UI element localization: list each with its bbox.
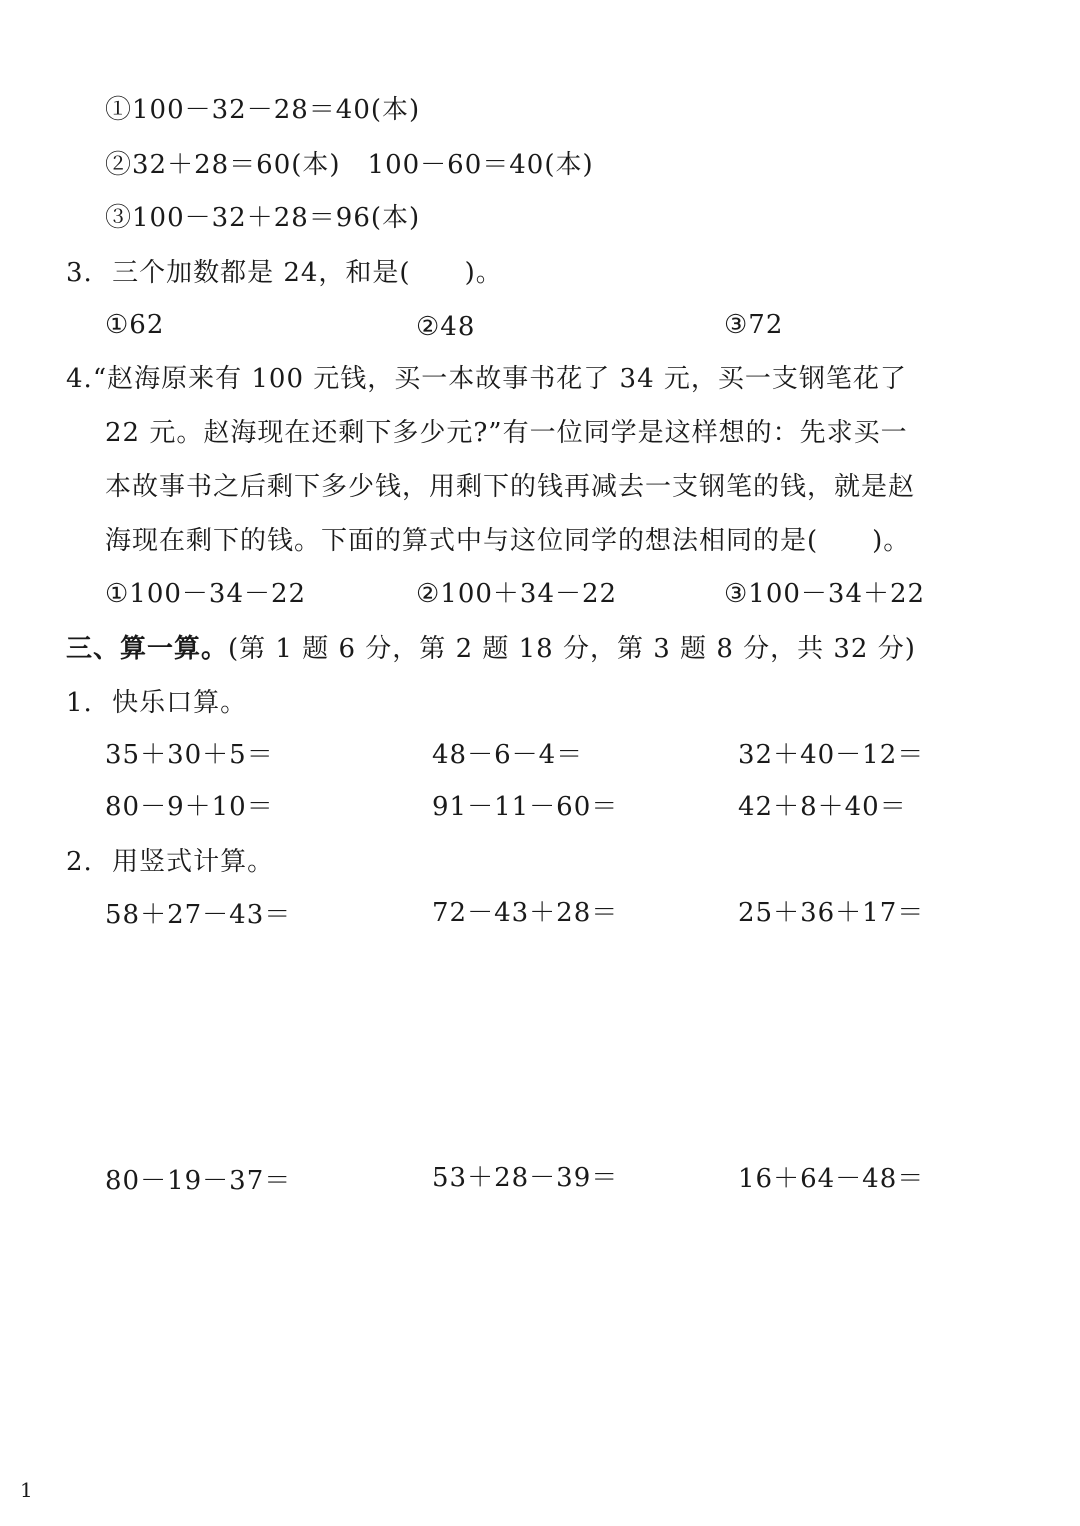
sub1-heading: [66, 686, 247, 720]
q4-number: 4.: [66, 364, 93, 394]
sub2-heading: [66, 845, 274, 879]
q4-line-4: 海现在剩下的钱。下面的算式中与这位同学的想法相同的是( )。: [105, 526, 911, 556]
q4-option-2: ②100＋34－22: [416, 579, 618, 609]
q3-number: 3.: [66, 258, 93, 288]
vertical-calc-3: 25＋36＋17＝: [738, 898, 925, 928]
q3-text: 三个加数都是 24，和是( )。: [112, 258, 503, 288]
q3-option-2: ②48: [416, 312, 476, 342]
q4-line-2: 22 元。赵海现在还剩下多少元?”有一位同学是这样想的：先求买一: [105, 418, 908, 448]
q3-question: [66, 256, 503, 290]
oral-calc-3: 32＋40－12＝: [738, 740, 925, 770]
sub1-number: 1.: [66, 688, 93, 718]
vertical-calc-4: 80－19－37＝: [105, 1166, 292, 1196]
oral-calc-1: 35＋30＋5＝: [105, 740, 274, 770]
q3-option-3: ③72: [724, 310, 784, 340]
q4-option-3: ③100－34＋22: [724, 579, 926, 609]
vertical-calc-1: 58＋27－43＝: [105, 900, 292, 930]
page-number: 1: [20, 1478, 33, 1502]
q2-option-2: ②32＋28＝60(本) 100－60＝40(本): [105, 150, 594, 180]
sub2-title: 用竖式计算。: [112, 847, 275, 877]
q2-option-1: ①100－32－28＝40(本): [105, 95, 421, 125]
q4-text-1: “赵海原来有 100 元钱，买一本故事书花了 34 元，买一支钢笔花了: [92, 364, 907, 394]
section3-score: (第 1 题 6 分，第 2 题 18 分，第 3 题 8 分，共 32 分): [228, 634, 916, 664]
oral-calc-6: 42＋8＋40＝: [738, 792, 907, 822]
vertical-calc-6: 16＋64－48＝: [738, 1164, 925, 1194]
q2-option-3: ③100－32＋28＝96(本): [105, 203, 421, 233]
q4-line-3: 本故事书之后剩下多少钱，用剩下的钱再减去一支钢笔的钱，就是赵: [105, 472, 916, 502]
section3-title: 三、算一算。: [66, 634, 229, 664]
oral-calc-5: 91－11－60＝: [432, 792, 619, 822]
sub1-title: 快乐口算。: [112, 688, 248, 718]
oral-calc-2: 48－6－4＝: [432, 740, 584, 770]
oral-calc-4: 80－9＋10＝: [105, 792, 274, 822]
sub2-number: 2.: [66, 847, 93, 877]
vertical-calc-2: 72－43＋28＝: [432, 898, 619, 928]
q4-option-1: ①100－34－22: [105, 579, 307, 609]
vertical-calc-5: 53＋28－39＝: [432, 1163, 619, 1193]
section3-heading: [66, 632, 916, 666]
q3-option-1: ①62: [105, 310, 165, 340]
q4-line-1: [66, 362, 907, 396]
